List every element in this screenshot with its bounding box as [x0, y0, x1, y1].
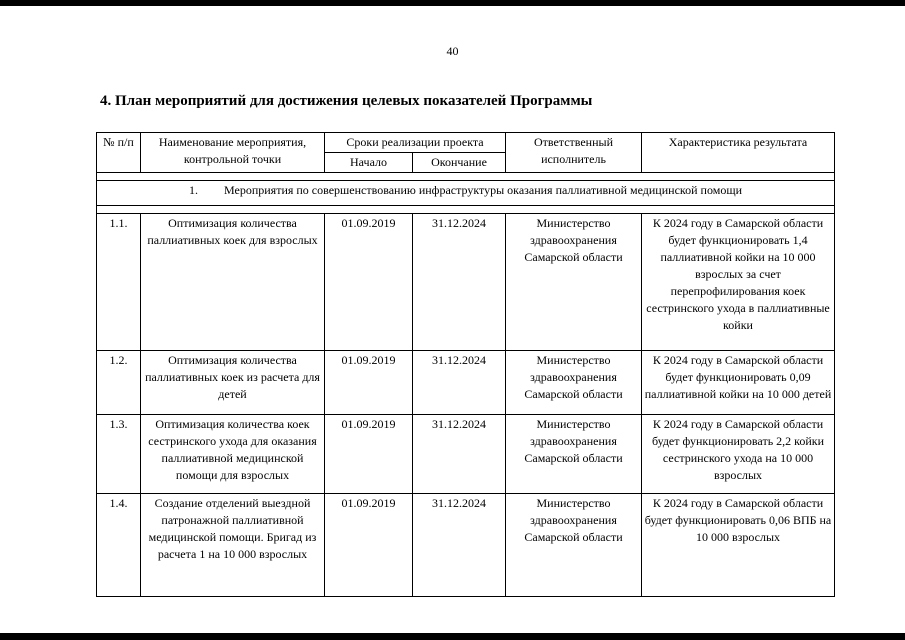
- row-result: К 2024 году в Самарской области будет функционировать 1,4 паллиативной койки на 10 000 взрослых за счет перепрофилирования коек сестринского ухода в паллиативные койки: [642, 214, 835, 351]
- table-row: [97, 494, 835, 597]
- row-result: К 2024 году в Самарской области будет функционировать 0,09 паллиативной койки на 10 000 детей: [642, 351, 835, 415]
- header-num: № п/п: [97, 133, 141, 173]
- header-name-line1: Наименование мероприятия,: [158, 135, 307, 149]
- section-number: 1.: [189, 183, 198, 197]
- section-title: 4. План мероприятий для достижения целевых показателей Программы: [100, 93, 593, 109]
- row-end: 31.12.2024: [413, 351, 506, 415]
- header-result: Характеристика результата: [642, 133, 835, 173]
- header-name: [141, 133, 325, 173]
- table-row: [97, 214, 835, 351]
- section-heading-text: Мероприятия по совершенствованию инфраструктуры оказания паллиативной медицинской помощи: [224, 183, 742, 197]
- row-name: Оптимизация количества паллиативных коек для взрослых: [141, 214, 325, 351]
- spacer-row: [97, 206, 835, 214]
- section-heading: [97, 181, 835, 206]
- page-number: 40: [446, 44, 459, 58]
- header-start: Начало: [325, 153, 413, 173]
- header-timing: Сроки реализации проекта: [325, 133, 506, 153]
- row-start: 01.09.2019: [325, 351, 413, 415]
- table-row: [97, 415, 835, 494]
- table-row: [97, 351, 835, 415]
- row-executor: Министерство здравоохранения Самарской области: [506, 415, 642, 494]
- row-end: 31.12.2024: [413, 214, 506, 351]
- spacer-row: [97, 173, 835, 181]
- row-name: Оптимизация количества паллиативных коек из расчета для детей: [141, 351, 325, 415]
- header-name-line2: контрольной точки: [183, 152, 282, 166]
- row-end: 31.12.2024: [413, 415, 506, 494]
- row-num: 1.4.: [97, 494, 141, 597]
- row-start: 01.09.2019: [325, 214, 413, 351]
- scan-bottom-border: [0, 633, 905, 640]
- row-num: 1.3.: [97, 415, 141, 494]
- row-start: 01.09.2019: [325, 494, 413, 597]
- row-start: 01.09.2019: [325, 415, 413, 494]
- header-executor: [506, 133, 642, 173]
- scan-top-border: [0, 0, 905, 6]
- row-num: 1.2.: [97, 351, 141, 415]
- row-name: Оптимизация количества коек сестринского ухода для оказания паллиативной медицинской помощи для взрослых: [141, 415, 325, 494]
- row-executor: Министерство здравоохранения Самарской области: [506, 494, 642, 597]
- row-executor: Министерство здравоохранения Самарской области: [506, 351, 642, 415]
- row-result: К 2024 году в Самарской области будет функционировать 0,06 ВПБ на 10 000 взрослых: [642, 494, 835, 597]
- row-result: К 2024 году в Самарской области будет функционировать 2,2 койки сестринского ухода на 10 000 взрослых: [642, 415, 835, 494]
- action-plan-table: [96, 132, 835, 597]
- row-name: Создание отделений выездной патронажной паллиативной медицинской помощи. Бригад из расчета 1 на 10 000 взрослых: [141, 494, 325, 597]
- row-executor: Министерство здравоохранения Самарской области: [506, 214, 642, 351]
- header-executor-line1: Ответственный: [533, 135, 614, 149]
- header-executor-line2: исполнитель: [541, 152, 606, 166]
- header-end: Окончание: [413, 153, 506, 173]
- section-row: [97, 181, 835, 206]
- row-end: 31.12.2024: [413, 494, 506, 597]
- row-num: 1.1.: [97, 214, 141, 351]
